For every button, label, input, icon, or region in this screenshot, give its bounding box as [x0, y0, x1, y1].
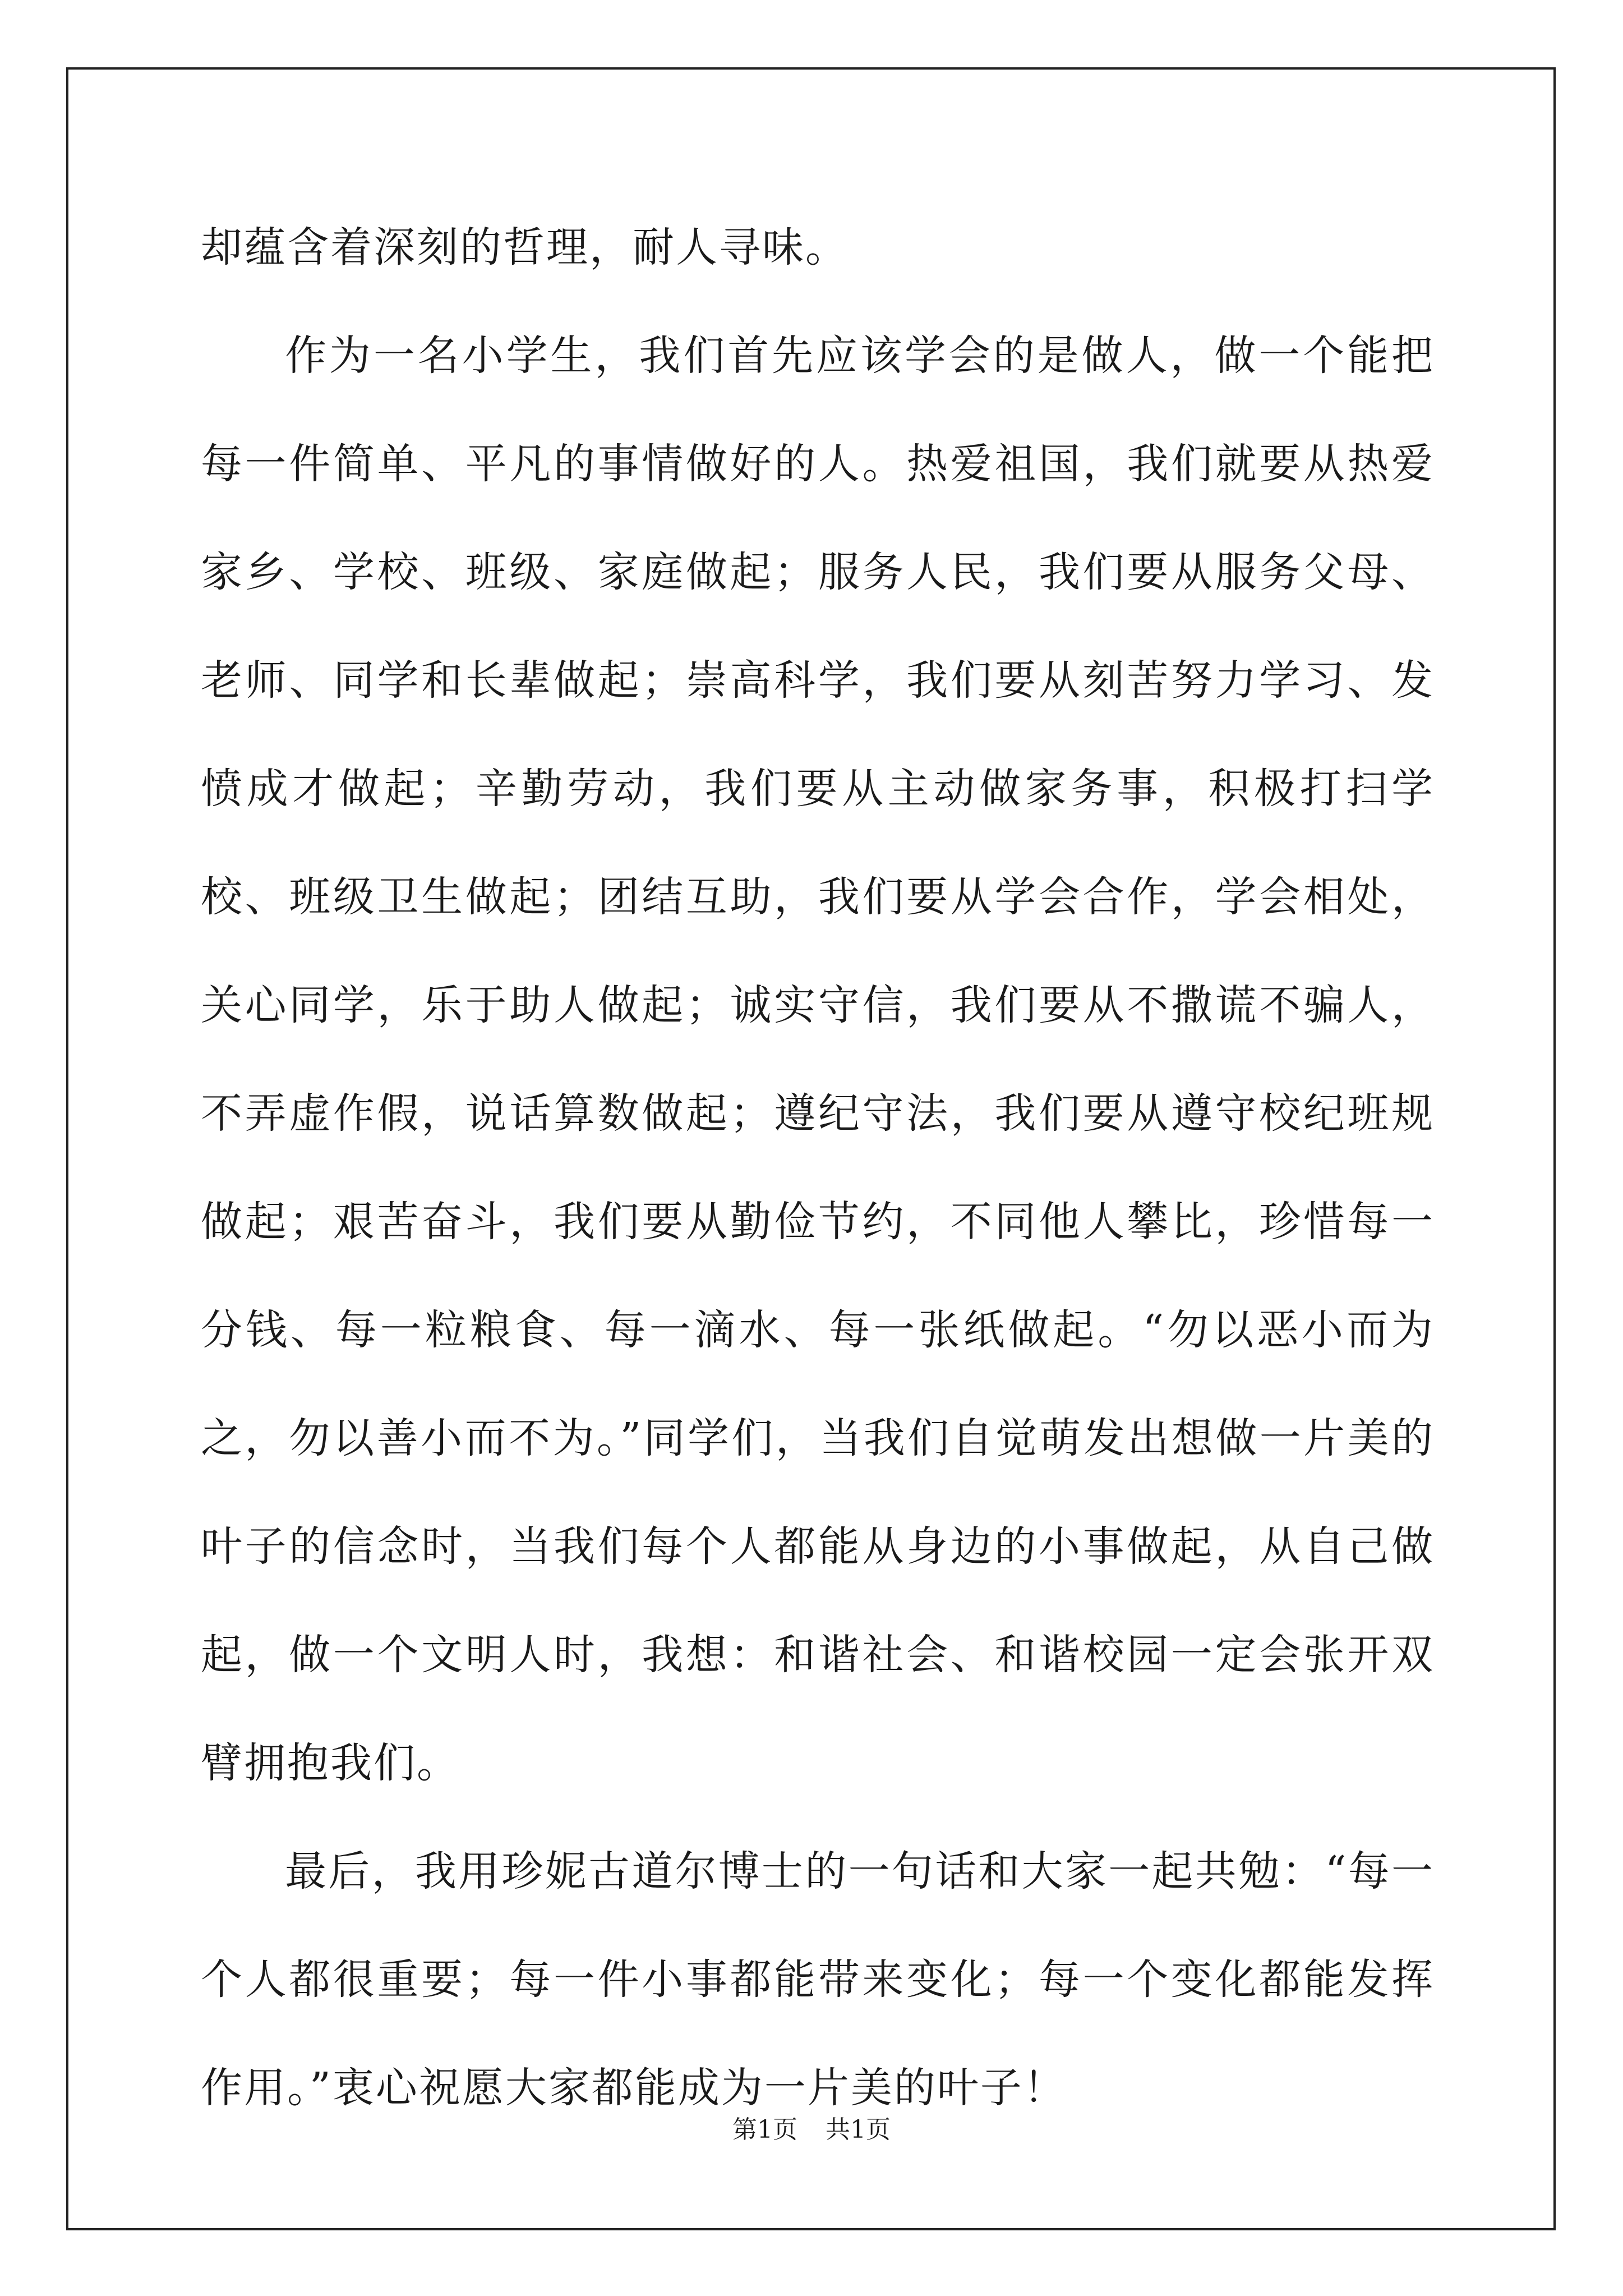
paragraph-3: 最后，我用珍妮古道尔博士的一句话和大家一起共勉：“每一个人都很重要；每一件小事都能带来变化；每一个变化都能发挥作用。”衷心祝愿大家都能成为一片美的叶子！ — [201, 1847, 1435, 2112]
page-number-current: 第1页 — [732, 2115, 797, 2144]
document-body — [201, 194, 1435, 2142]
page-footer — [0, 2109, 1623, 2145]
page-number-total: 共1页 — [826, 2115, 891, 2144]
paragraph-1: 却蕴含着深刻的哲理，耐人寻味。 — [201, 223, 849, 272]
paragraph-2: 作为一名小学生，我们首先应该学会的是做人，做一个能把每一件简单、平凡的事情做好的人。热爱祖国，我们就要从热爱家乡、学校、班级、家庭做起；服务人民，我们要从服务父母、老师、同学和长辈做起；崇高科学，我们要从刻苦努力学习、发愤成才做起；辛勤劳动，我们要从主动做家务事，积极打扫学校、班级卫生做起；团结互助，我们要从学会合作，学会相处，关心同学，乐于助人做起；诚实守信，我们要从不撒谎不骗人，不弄虚作假，说话算数做起；遵纪守法，我们要从遵守校纪班规做起；艰苦奋斗，我们要从勤俭节约，不同他人攀比，珍惜每一分钱、每一粒粮食、每一滴水、每一张纸做起。“勿以恶小而为之，勿以善小而不为。”同学们，当我们自觉萌发出想做一片美的叶子的信念时，当我们每个人都能从身边的小事做起，从自己做起，做一个文明人时，我想：和谐社会、和谐校园一定会张开双臂拥抱我们。 — [201, 332, 1435, 1787]
